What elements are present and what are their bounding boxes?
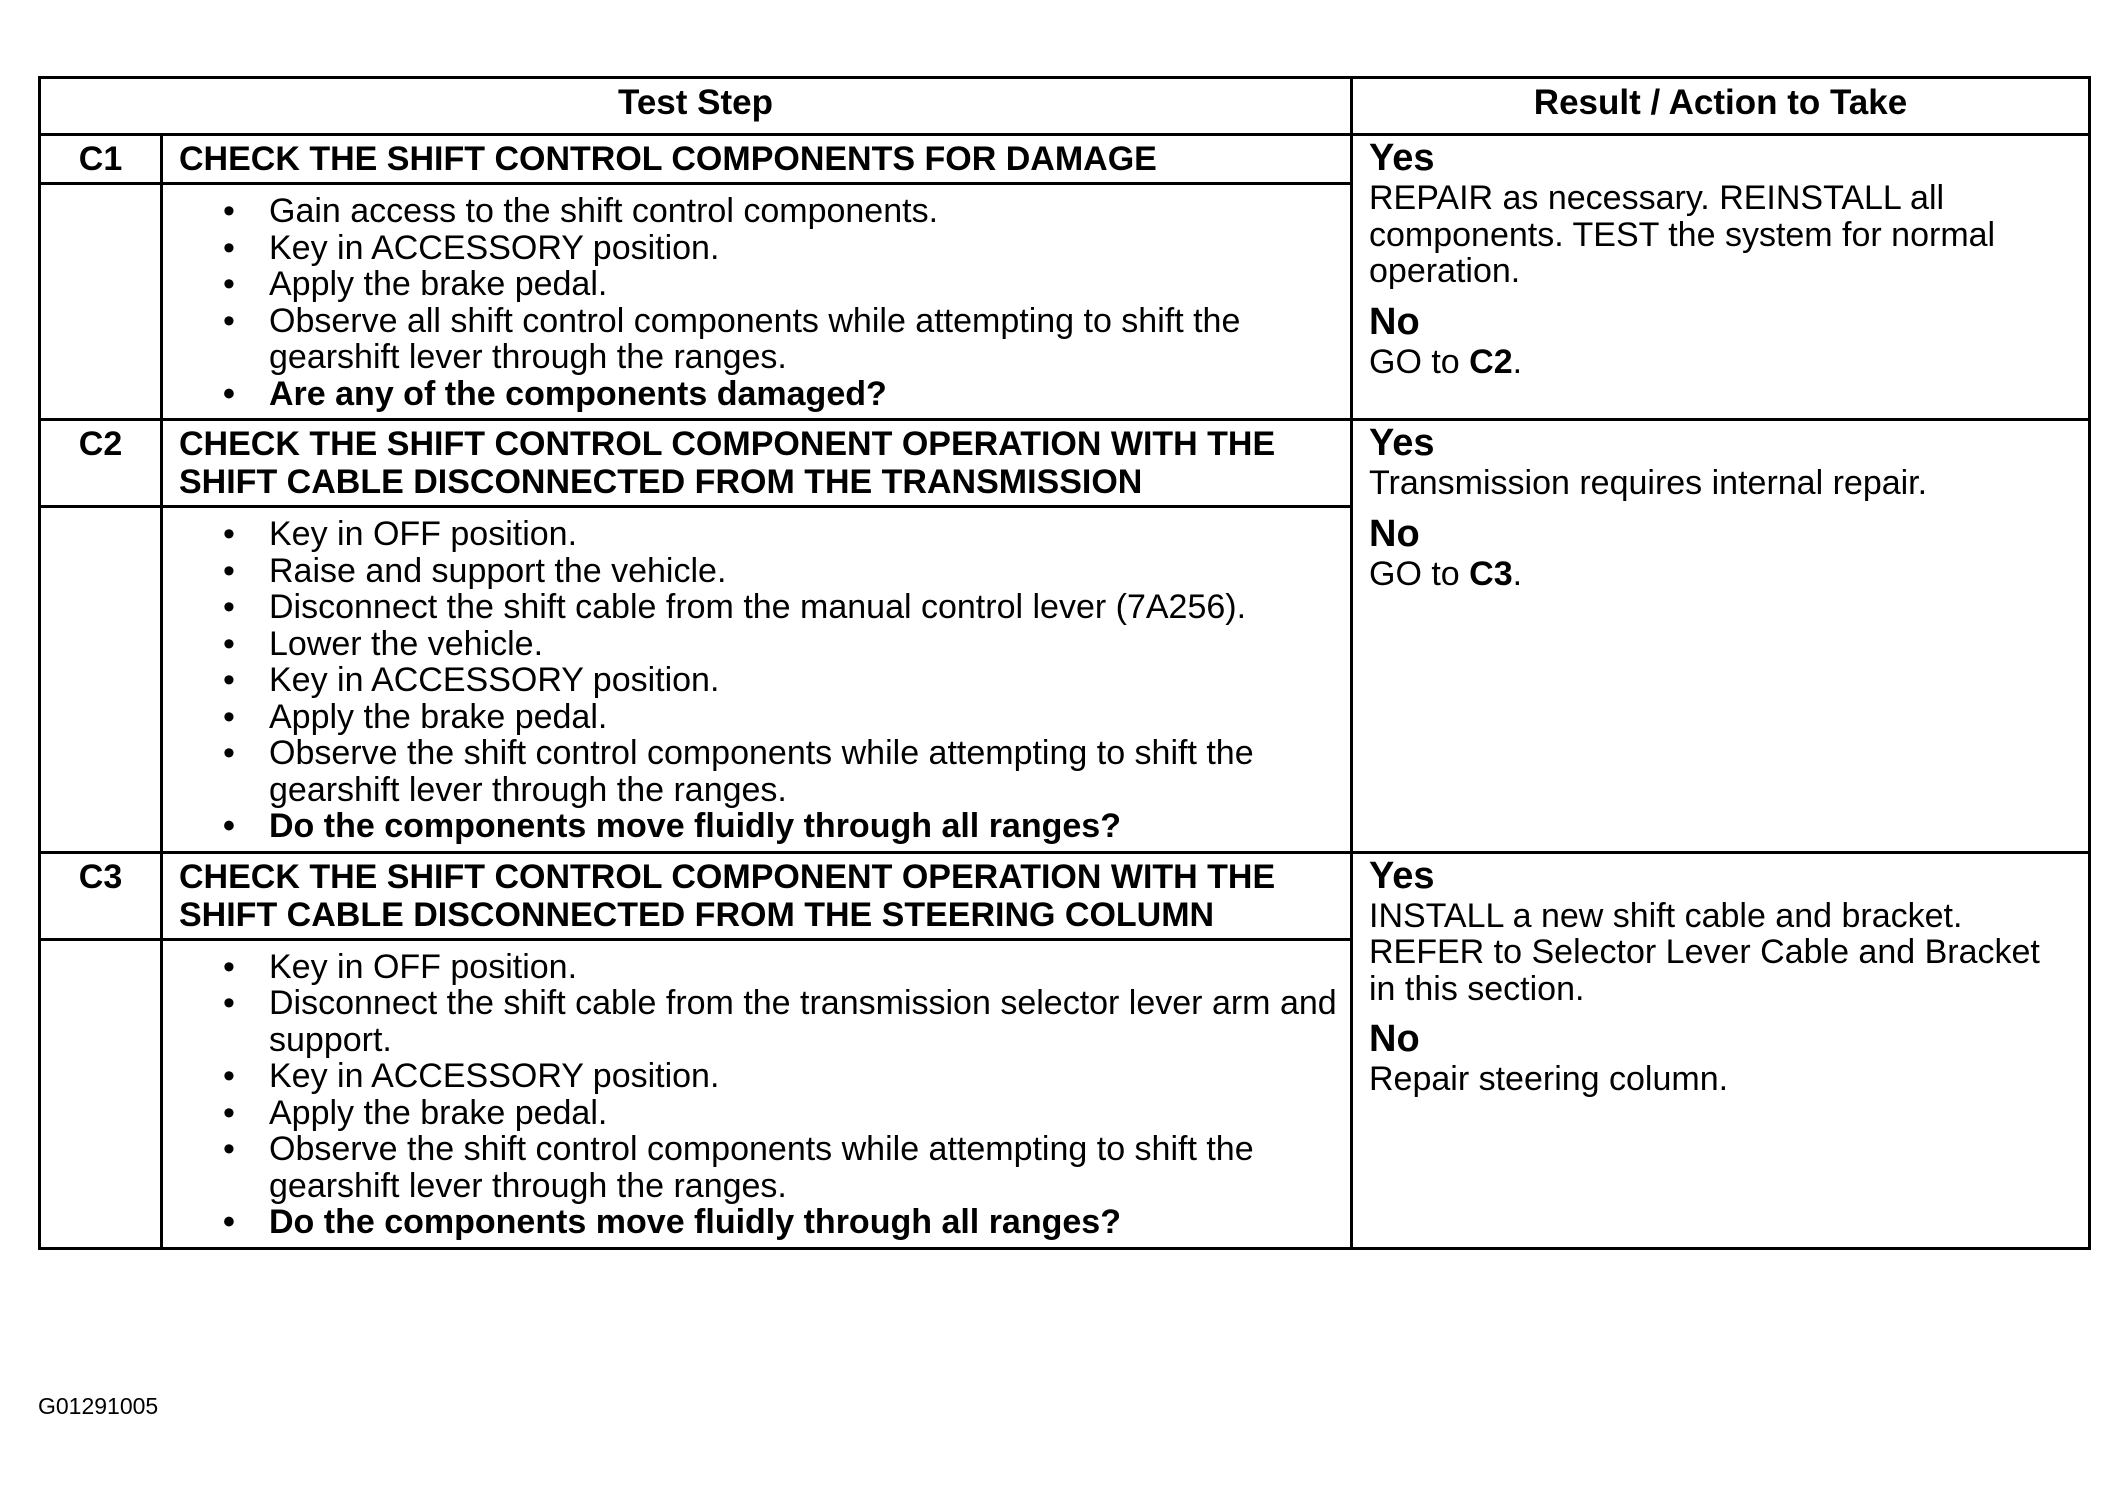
yes-label: Yes <box>1369 854 1435 897</box>
yes-text: INSTALL a new shift cable and bracket. REFER to Selector Lever Cable and Bracket in this section. <box>1369 896 2040 1008</box>
step-id-spacer <box>40 939 162 1248</box>
result-no <box>1369 512 2070 593</box>
result-no <box>1369 1017 2070 1098</box>
result-yes <box>1369 854 2070 1008</box>
diagnostic-table <box>38 76 2091 1250</box>
action-list <box>213 516 1340 845</box>
action-item: • Key in ACCESSORY position. <box>213 230 1340 267</box>
yes-label: Yes <box>1369 137 1435 179</box>
no-text <box>1369 556 2070 593</box>
header-test-step: Test Step <box>40 78 1352 135</box>
no-text-suffix: . <box>1512 554 1523 593</box>
action-item: • Observe the shift control components while attempting to shift the gearshift lever through the ranges. <box>213 735 1340 808</box>
action-item: • Apply the brake pedal. <box>213 1095 1340 1132</box>
no-text-ref: C2 <box>1469 342 1513 381</box>
diagnostic-document <box>38 76 2088 1250</box>
step-id: C2 <box>40 420 162 507</box>
yes-text: Transmission requires internal repair. <box>1369 464 1928 502</box>
step-question: • Do the components move fluidly through all ranges? <box>213 1204 1340 1241</box>
step-question: • Are any of the components damaged? <box>213 376 1340 413</box>
yes-text: REPAIR as necessary. REINSTALL all components. TEST the system for normal operation. <box>1369 179 1996 290</box>
no-text-suffix: . <box>1512 342 1523 381</box>
step-result-cell <box>1352 420 2090 853</box>
step-actions-cell <box>162 507 1352 853</box>
step-title-row <box>40 852 2090 939</box>
no-text-prefix: GO to <box>1369 342 1460 381</box>
step-id: C3 <box>40 852 162 939</box>
table-header-row <box>40 78 2090 135</box>
no-text-ref: C3 <box>1469 554 1513 593</box>
action-item: • Lower the vehicle. <box>213 626 1340 663</box>
step-id: C1 <box>40 135 162 184</box>
no-text-prefix: GO to <box>1369 554 1460 593</box>
no-text <box>1369 1061 2070 1098</box>
action-item: • Disconnect the shift cable from the manual control lever (7A256). <box>213 589 1340 626</box>
action-item: • Key in ACCESSORY position. <box>213 1058 1340 1095</box>
step-id-spacer <box>40 507 162 853</box>
action-item: • Key in OFF position. <box>213 949 1340 986</box>
action-list <box>213 949 1340 1241</box>
result-no <box>1369 300 2070 381</box>
no-label: No <box>1369 300 1420 343</box>
step-title: CHECK THE SHIFT CONTROL COMPONENTS FOR DAMAGE <box>162 135 1352 184</box>
step-title: CHECK THE SHIFT CONTROL COMPONENT OPERATION WITH THE SHIFT CABLE DISCONNECTED FROM THE TRANSMISSION <box>162 420 1352 507</box>
action-item: • Disconnect the shift cable from the transmission selector lever arm and support. <box>213 985 1340 1058</box>
action-item: • Apply the brake pedal. <box>213 266 1340 303</box>
yes-label: Yes <box>1369 422 1435 464</box>
step-result-cell <box>1352 135 2090 420</box>
step-title-row <box>40 135 2090 184</box>
action-item: • Observe the shift control components while attempting to shift the gearshift lever through the ranges. <box>213 1131 1340 1204</box>
no-label: No <box>1369 1018 1420 1060</box>
step-id-spacer <box>40 184 162 420</box>
result-yes <box>1369 136 2070 290</box>
action-list <box>213 193 1340 412</box>
no-text-prefix: Repair steering column. <box>1369 1060 1729 1098</box>
step-title: CHECK THE SHIFT CONTROL COMPONENT OPERATION WITH THE SHIFT CABLE DISCONNECTED FROM THE STEERING COLUMN <box>162 852 1352 939</box>
step-actions-cell <box>162 939 1352 1248</box>
no-label: No <box>1369 512 1420 555</box>
result-yes <box>1369 421 2070 502</box>
step-result-cell <box>1352 852 2090 1248</box>
header-result-action: Result / Action to Take <box>1352 78 2090 135</box>
action-item: • Key in OFF position. <box>213 516 1340 553</box>
no-text <box>1369 344 2070 381</box>
figure-id: G01291005 <box>38 1393 159 1419</box>
action-item: • Observe all shift control components while attempting to shift the gearshift lever through the ranges. <box>213 303 1340 376</box>
action-item: • Key in ACCESSORY position. <box>213 662 1340 699</box>
step-actions-cell <box>162 184 1352 420</box>
action-item: • Gain access to the shift control components. <box>213 193 1340 230</box>
action-item: • Raise and support the vehicle. <box>213 553 1340 590</box>
step-title-row <box>40 420 2090 507</box>
step-question: • Do the components move fluidly through all ranges? <box>213 808 1340 845</box>
steps-body <box>40 135 2090 1249</box>
action-item: • Apply the brake pedal. <box>213 699 1340 736</box>
